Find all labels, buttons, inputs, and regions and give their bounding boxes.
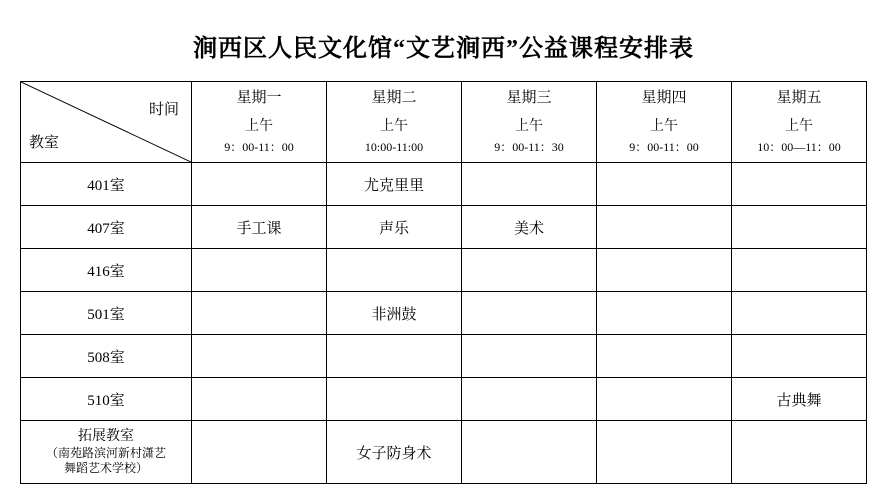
- daypart-label: 上午: [785, 118, 813, 134]
- course-cell: [597, 249, 732, 292]
- table-row: [21, 378, 867, 421]
- course-cell: 手工课: [192, 206, 327, 249]
- daypart-label: 上午: [515, 118, 543, 134]
- table-row: [21, 292, 867, 335]
- room-label: 416室: [21, 249, 192, 292]
- course-cell: [597, 163, 732, 206]
- course-cell: [462, 421, 597, 484]
- course-cell: 非洲鼓: [327, 292, 462, 335]
- day-label: 星期三: [506, 90, 552, 107]
- table-header-row: [21, 82, 867, 163]
- column-header-monday: [192, 82, 327, 163]
- table-row: [21, 163, 867, 206]
- column-header-friday: [732, 82, 867, 163]
- course-cell: [462, 335, 597, 378]
- course-cell: [192, 249, 327, 292]
- course-cell: [192, 163, 327, 206]
- room-label: 407室: [21, 206, 192, 249]
- time-range-label: 9：00-11：30: [494, 140, 564, 155]
- room-label: 510室: [21, 378, 192, 421]
- course-cell: [192, 292, 327, 335]
- course-cell: [192, 421, 327, 484]
- day-label: 星期二: [371, 90, 417, 107]
- course-cell: [732, 249, 867, 292]
- course-cell: 美术: [462, 206, 597, 249]
- course-cell: 女子防身术: [327, 421, 462, 484]
- day-label: 星期五: [776, 90, 822, 107]
- course-cell: [462, 292, 597, 335]
- room-label: 508室: [21, 335, 192, 378]
- course-cell: 古典舞: [732, 378, 867, 421]
- course-cell: 尤克里里: [327, 163, 462, 206]
- table-row: [21, 335, 867, 378]
- column-header-thursday: [597, 82, 732, 163]
- corner-header-cell: [21, 82, 192, 163]
- room-label: 401室: [21, 163, 192, 206]
- time-range-label: 9：00-11：00: [224, 140, 294, 155]
- time-range-label: 9：00-11：00: [629, 140, 699, 155]
- course-cell: [597, 292, 732, 335]
- course-cell: [192, 378, 327, 421]
- column-header-tuesday: [327, 82, 462, 163]
- daypart-label: 上午: [380, 118, 408, 134]
- course-cell: [732, 163, 867, 206]
- course-cell: [597, 335, 732, 378]
- course-cell: [192, 335, 327, 378]
- table-row: [21, 249, 867, 292]
- day-label: 星期四: [641, 90, 687, 107]
- course-cell: [327, 335, 462, 378]
- course-cell: [732, 421, 867, 484]
- room-label-line3: 舞蹈艺术学校）: [63, 460, 148, 475]
- course-cell: [597, 378, 732, 421]
- course-cell: [732, 292, 867, 335]
- course-cell: [597, 206, 732, 249]
- course-cell: [327, 378, 462, 421]
- daypart-label: 上午: [650, 118, 678, 134]
- time-range-label: 10：00—11：00: [757, 140, 841, 155]
- column-header-wednesday: [462, 82, 597, 163]
- corner-room-label: 教室: [29, 135, 60, 151]
- course-cell: [462, 249, 597, 292]
- course-schedule-table: [20, 81, 867, 484]
- course-cell: [462, 163, 597, 206]
- room-label-line1: 拓展教室: [78, 429, 134, 445]
- course-cell: [462, 378, 597, 421]
- room-label-extended: [21, 421, 192, 484]
- corner-time-label: 时间: [148, 102, 179, 118]
- course-cell: [732, 335, 867, 378]
- room-label-line2: （南苑路滨河新村潇艺: [45, 445, 166, 460]
- daypart-label: 上午: [245, 118, 273, 134]
- page-title: 涧西区人民文化馆“文艺涧西”公益课程安排表: [193, 36, 694, 62]
- time-range-label: 10:00-11:00: [364, 140, 424, 155]
- course-cell: [327, 249, 462, 292]
- day-label: 星期一: [236, 90, 282, 107]
- course-cell: [597, 421, 732, 484]
- table-row: [21, 421, 867, 484]
- room-label: 501室: [21, 292, 192, 335]
- course-cell: [732, 206, 867, 249]
- course-cell: 声乐: [327, 206, 462, 249]
- table-row: [21, 206, 867, 249]
